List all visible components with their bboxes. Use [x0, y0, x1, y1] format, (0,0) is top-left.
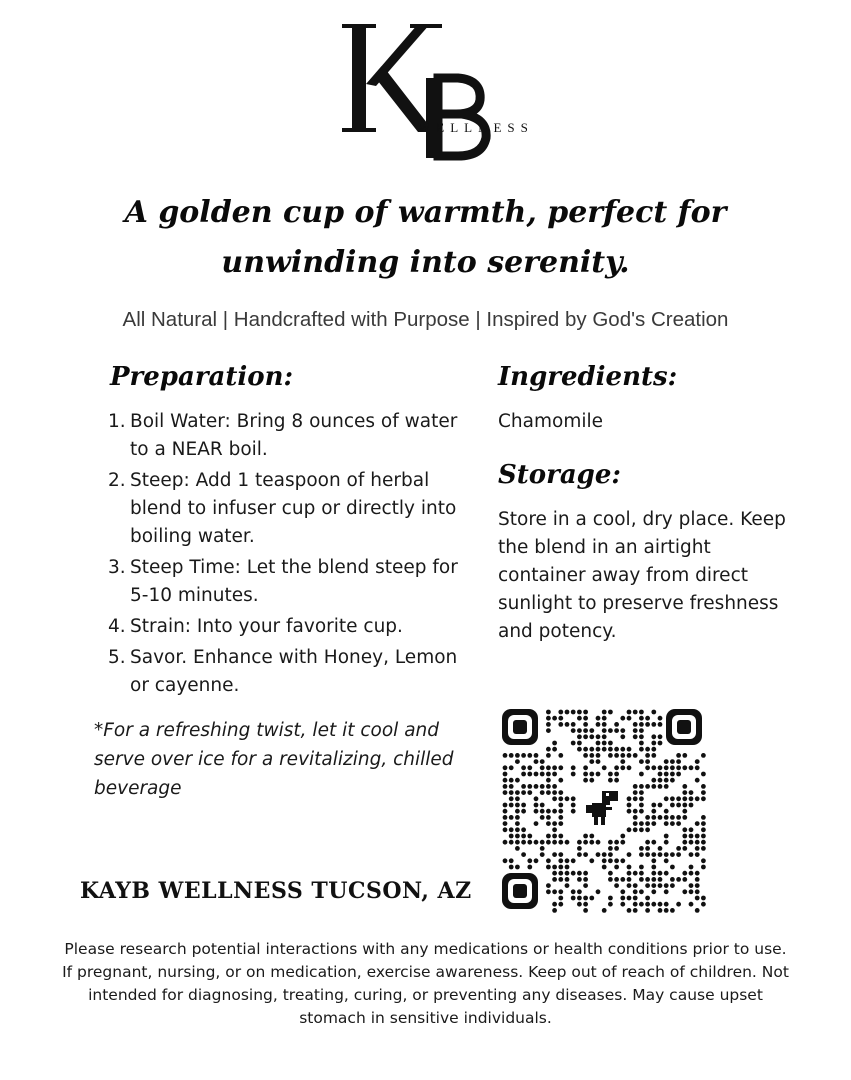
footer-brand-location: KAYB WELLNESS TUCSON, AZ: [80, 878, 472, 904]
step-number: 3.: [108, 557, 126, 578]
step-text: Savor. Enhance with Honey, Lemon or cayenne.: [130, 647, 458, 696]
storage-heading: Storage:: [498, 460, 621, 490]
step-number: 2.: [108, 470, 126, 491]
ingredients-heading: Ingredients:: [498, 362, 678, 392]
step-number: 4.: [108, 616, 126, 637]
tagline: A golden cup of warmth, perfect for unwinding into serenity.: [124, 195, 727, 280]
preparation-steps: [108, 408, 468, 703]
dino-icon: [580, 787, 624, 831]
step-text: Steep: Add 1 teaspoon of herbal blend to infuser cup or directly into boiling water.: [130, 470, 457, 547]
qr-finder-top-right: [666, 709, 702, 745]
qr-finder-top-left: [502, 709, 538, 745]
brand-logo: [330, 14, 590, 164]
subtitle-line: All Natural | Handcrafted with Purpose | Inspired by God's Creation: [122, 308, 729, 331]
kb-monogram-icon: [330, 14, 590, 164]
step-text: Steep Time: Let the blend steep for 5-10 minutes.: [130, 557, 458, 606]
disclaimer: Please research potential interactions with any medications or health conditions prior to use. If pregnant, nursing, or on medication, exercise awareness. Keep out of reach of children. Not intended for diagnosing, treating, curing, or preventing any diseases. May cause upset stomach in sensitive individuals.: [62, 940, 789, 1027]
step-text: Boil Water: Bring 8 ounces of water to a NEAR boil.: [130, 411, 458, 460]
list-item: [108, 554, 468, 610]
ingredients-text: Chamomile: [498, 411, 604, 432]
step-number: 5.: [108, 647, 126, 668]
list-item: [108, 408, 468, 464]
list-item: [108, 613, 468, 641]
step-number: 1.: [108, 411, 126, 432]
storage-text: Store in a cool, dry place. Keep the blend in an airtight container away from direct sunlight to preserve freshness and potency.: [498, 509, 786, 642]
logo-wellness-text: WELLNESS: [418, 120, 534, 135]
preparation-heading: Preparation:: [110, 362, 294, 392]
qr-finder-bottom-left: [502, 873, 538, 909]
list-item: [108, 644, 468, 700]
serving-note: *For a refreshing twist, let it cool and serve over ice for a revitalizing, chilled beverage: [94, 720, 454, 799]
qr-code[interactable]: [498, 705, 706, 913]
step-text: Strain: Into your favorite cup.: [130, 616, 403, 637]
list-item: [108, 467, 468, 551]
